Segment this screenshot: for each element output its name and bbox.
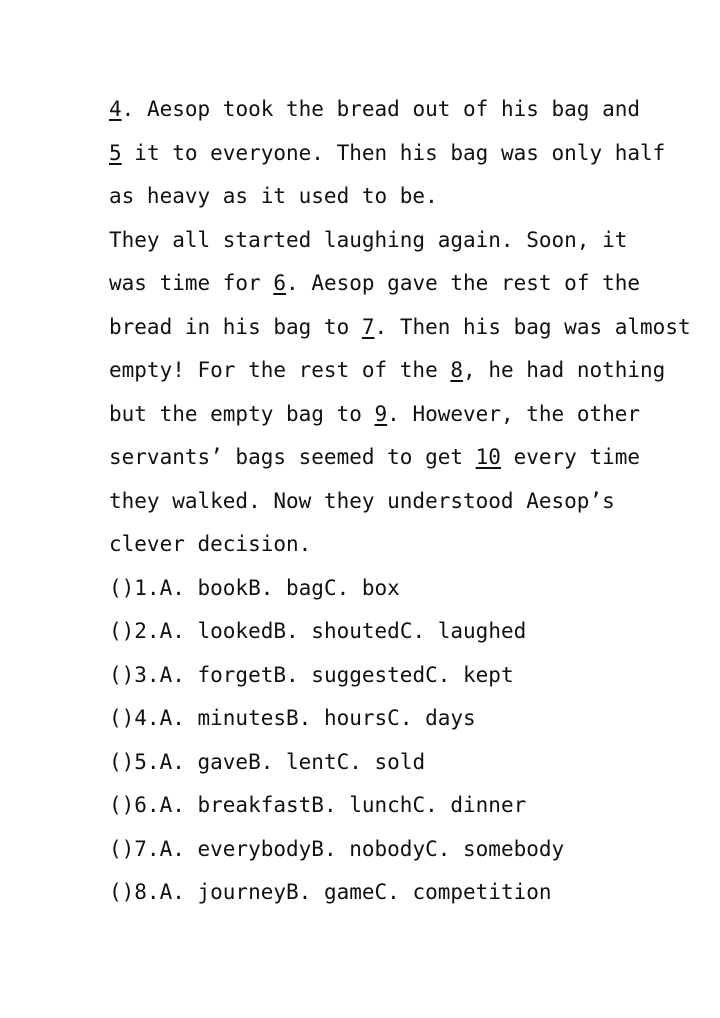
option-c: C. kept <box>425 662 514 687</box>
option-c: C. competition <box>374 880 552 904</box>
blank-4: 4 <box>109 97 122 121</box>
passage-text: was time for <box>109 271 274 295</box>
passage-line-11: clever decision. <box>109 532 312 556</box>
option-a: A. minutes <box>159 706 287 730</box>
blank-10: 10 <box>475 445 501 469</box>
passage-line-8 <box>109 393 641 437</box>
question-number: ()6. <box>109 793 160 817</box>
option-a: A. everybody <box>159 836 312 861</box>
passage-text: every time <box>500 445 641 469</box>
question-list <box>109 567 613 915</box>
passage-text: empty! For the rest of the <box>109 358 451 382</box>
passage-line-2 <box>109 132 666 176</box>
passage-text: , he had nothing <box>463 358 666 382</box>
blank-6: 6 <box>273 271 287 295</box>
passage-text: it to everyone. Then his bag was only half <box>121 140 666 165</box>
question-item <box>109 697 613 741</box>
question-number: ()5. <box>109 749 160 774</box>
passage-line-5 <box>109 262 641 306</box>
question-number: ()4. <box>109 706 160 730</box>
question-item <box>109 784 613 828</box>
passage-line-7 <box>109 349 666 393</box>
option-b: B. bag <box>248 575 324 600</box>
passage-line-3: as heavy as it used to be. <box>109 184 438 208</box>
passage-line-6 <box>109 306 691 350</box>
question-number: ()3. <box>109 662 160 687</box>
question-item <box>109 610 613 654</box>
option-a: A. book <box>159 575 249 600</box>
option-c: C. box <box>323 575 400 600</box>
passage-line-10: they walked. Now they understood Aesop’s <box>109 488 615 513</box>
option-c: C. laughed <box>399 619 527 643</box>
question-item <box>109 828 613 872</box>
option-b: B. hours <box>286 706 388 730</box>
option-b: B. suggested <box>273 662 426 687</box>
question-number: ()1. <box>109 575 160 600</box>
option-c: C. somebody <box>425 836 565 861</box>
option-b: B. game <box>286 880 375 904</box>
option-a: A. gave <box>159 749 249 774</box>
option-b: B. lunch <box>311 793 413 817</box>
passage-line-9 <box>109 436 641 480</box>
option-a: A. journey <box>159 880 287 904</box>
blank-9: 9 <box>374 401 388 426</box>
passage-text: . Then his bag was almost <box>374 314 691 339</box>
option-a: A. breakfast <box>159 793 312 817</box>
passage-line-1 <box>109 88 641 132</box>
question-item <box>109 871 613 915</box>
blank-7: 7 <box>361 314 375 339</box>
passage-text: . Aesop gave the rest of the <box>286 271 641 295</box>
blank-8: 8 <box>450 358 464 382</box>
option-a: A. forget <box>159 662 274 687</box>
question-number: ()7. <box>109 836 160 861</box>
question-item <box>109 654 613 698</box>
passage-text: . Aesop took the bread out of his bag and <box>121 97 641 121</box>
option-c: C. dinner <box>412 793 527 817</box>
passage-line-4: They all started laughing again. Soon, it <box>109 227 628 252</box>
document-page <box>109 88 691 915</box>
option-b: B. nobody <box>311 836 426 861</box>
option-b: B. lent <box>248 749 337 774</box>
question-number: ()8. <box>109 880 160 904</box>
passage-text: but the empty bag to <box>109 401 375 426</box>
passage-text: bread in his bag to <box>109 314 362 339</box>
question-number: ()2. <box>109 619 160 643</box>
passage-text: servants’ bags seemed to get <box>109 445 476 469</box>
passage-text: . However, the other <box>387 401 641 426</box>
question-item <box>109 567 613 611</box>
option-c: C. sold <box>336 749 426 774</box>
option-a: A. looked <box>159 619 274 643</box>
blank-5: 5 <box>109 140 122 165</box>
option-b: B. shouted <box>273 619 400 643</box>
question-item <box>109 741 613 785</box>
option-c: C. days <box>387 706 476 730</box>
